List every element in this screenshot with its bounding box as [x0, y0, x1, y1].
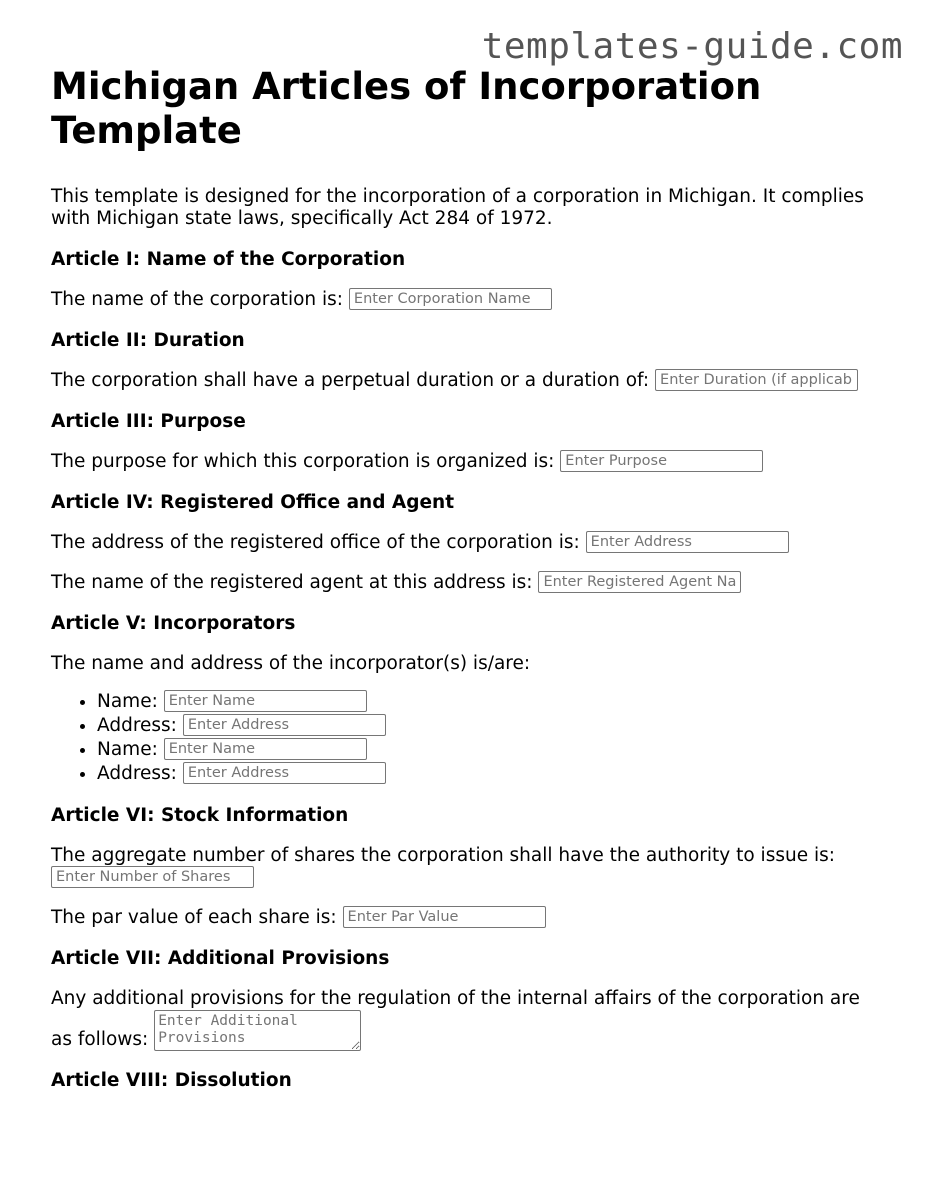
incorporator-1-address-input[interactable] [183, 714, 386, 736]
article-4-heading: Article IV: Registered Office and Agent [51, 492, 455, 513]
list-item [97, 762, 881, 786]
watermark: templates-guide.com [481, 26, 903, 67]
article-7-text: Any additional provisions for the regulation of the internal affairs of the corporation are as follows: [51, 988, 860, 1050]
par-value-input[interactable] [343, 906, 546, 928]
incorporators-list [51, 690, 881, 786]
article-7-line [51, 988, 881, 1051]
article-7-heading: Article VII: Additional Provisions [51, 948, 390, 969]
list-item [97, 714, 881, 738]
article-6-shares-line [51, 845, 881, 889]
article-5-text: The name and address of the incorporator(s) is/are: [51, 653, 531, 674]
article-6-par-text: The par value of each share is: [51, 907, 337, 928]
additional-provisions-textarea[interactable] [154, 1010, 361, 1051]
article-1-text: The name of the corporation is: [51, 289, 344, 310]
list-item [97, 738, 881, 762]
article-2-line [51, 370, 881, 392]
registered-office-address-input[interactable] [586, 531, 789, 553]
article-8-heading: Article VIII: Dissolution [51, 1070, 292, 1091]
page-title: Michigan Articles of Incorporation Template [51, 65, 762, 152]
list-item [97, 690, 881, 714]
incorporator-2-name-label: Name: [97, 739, 158, 760]
article-4-office-line [51, 532, 881, 554]
article-2-text: The corporation shall have a perpetual duration or a duration of: [51, 370, 650, 391]
article-5-heading: Article V: Incorporators [51, 613, 296, 634]
corporation-name-input[interactable] [349, 288, 552, 310]
article-1-heading: Article I: Name of the Corporation [51, 249, 406, 270]
intro-paragraph: This template is designed for the incorporation of a corporation in Michigan. It complies with Michigan state laws, specifically Act 284 of 1972. [51, 186, 864, 229]
registered-agent-name-input[interactable] [538, 571, 741, 593]
article-3-line [51, 451, 881, 473]
document-body [51, 62, 881, 1092]
number-of-shares-input[interactable] [51, 866, 254, 888]
duration-input[interactable] [655, 369, 858, 391]
article-4-agent-line [51, 572, 881, 594]
article-6-heading: Article VI: Stock Information [51, 805, 349, 826]
article-6-shares-text: The aggregate number of shares the corporation shall have the authority to issue is: [51, 845, 835, 866]
article-4-agent-text: The name of the registered agent at this address is: [51, 572, 533, 593]
article-1-line [51, 289, 881, 311]
incorporator-1-address-label: Address: [97, 715, 177, 736]
incorporator-1-name-label: Name: [97, 691, 158, 712]
article-4-office-text: The address of the registered office of the corporation is: [51, 532, 580, 553]
article-3-heading: Article III: Purpose [51, 411, 246, 432]
purpose-input[interactable] [560, 450, 763, 472]
article-6-par-line [51, 907, 881, 929]
incorporator-2-address-label: Address: [97, 763, 177, 784]
incorporator-1-name-input[interactable] [164, 690, 367, 712]
incorporator-2-address-input[interactable] [183, 762, 386, 784]
article-3-text: The purpose for which this corporation is organized is: [51, 451, 555, 472]
article-2-heading: Article II: Duration [51, 330, 245, 351]
incorporator-2-name-input[interactable] [164, 738, 367, 760]
